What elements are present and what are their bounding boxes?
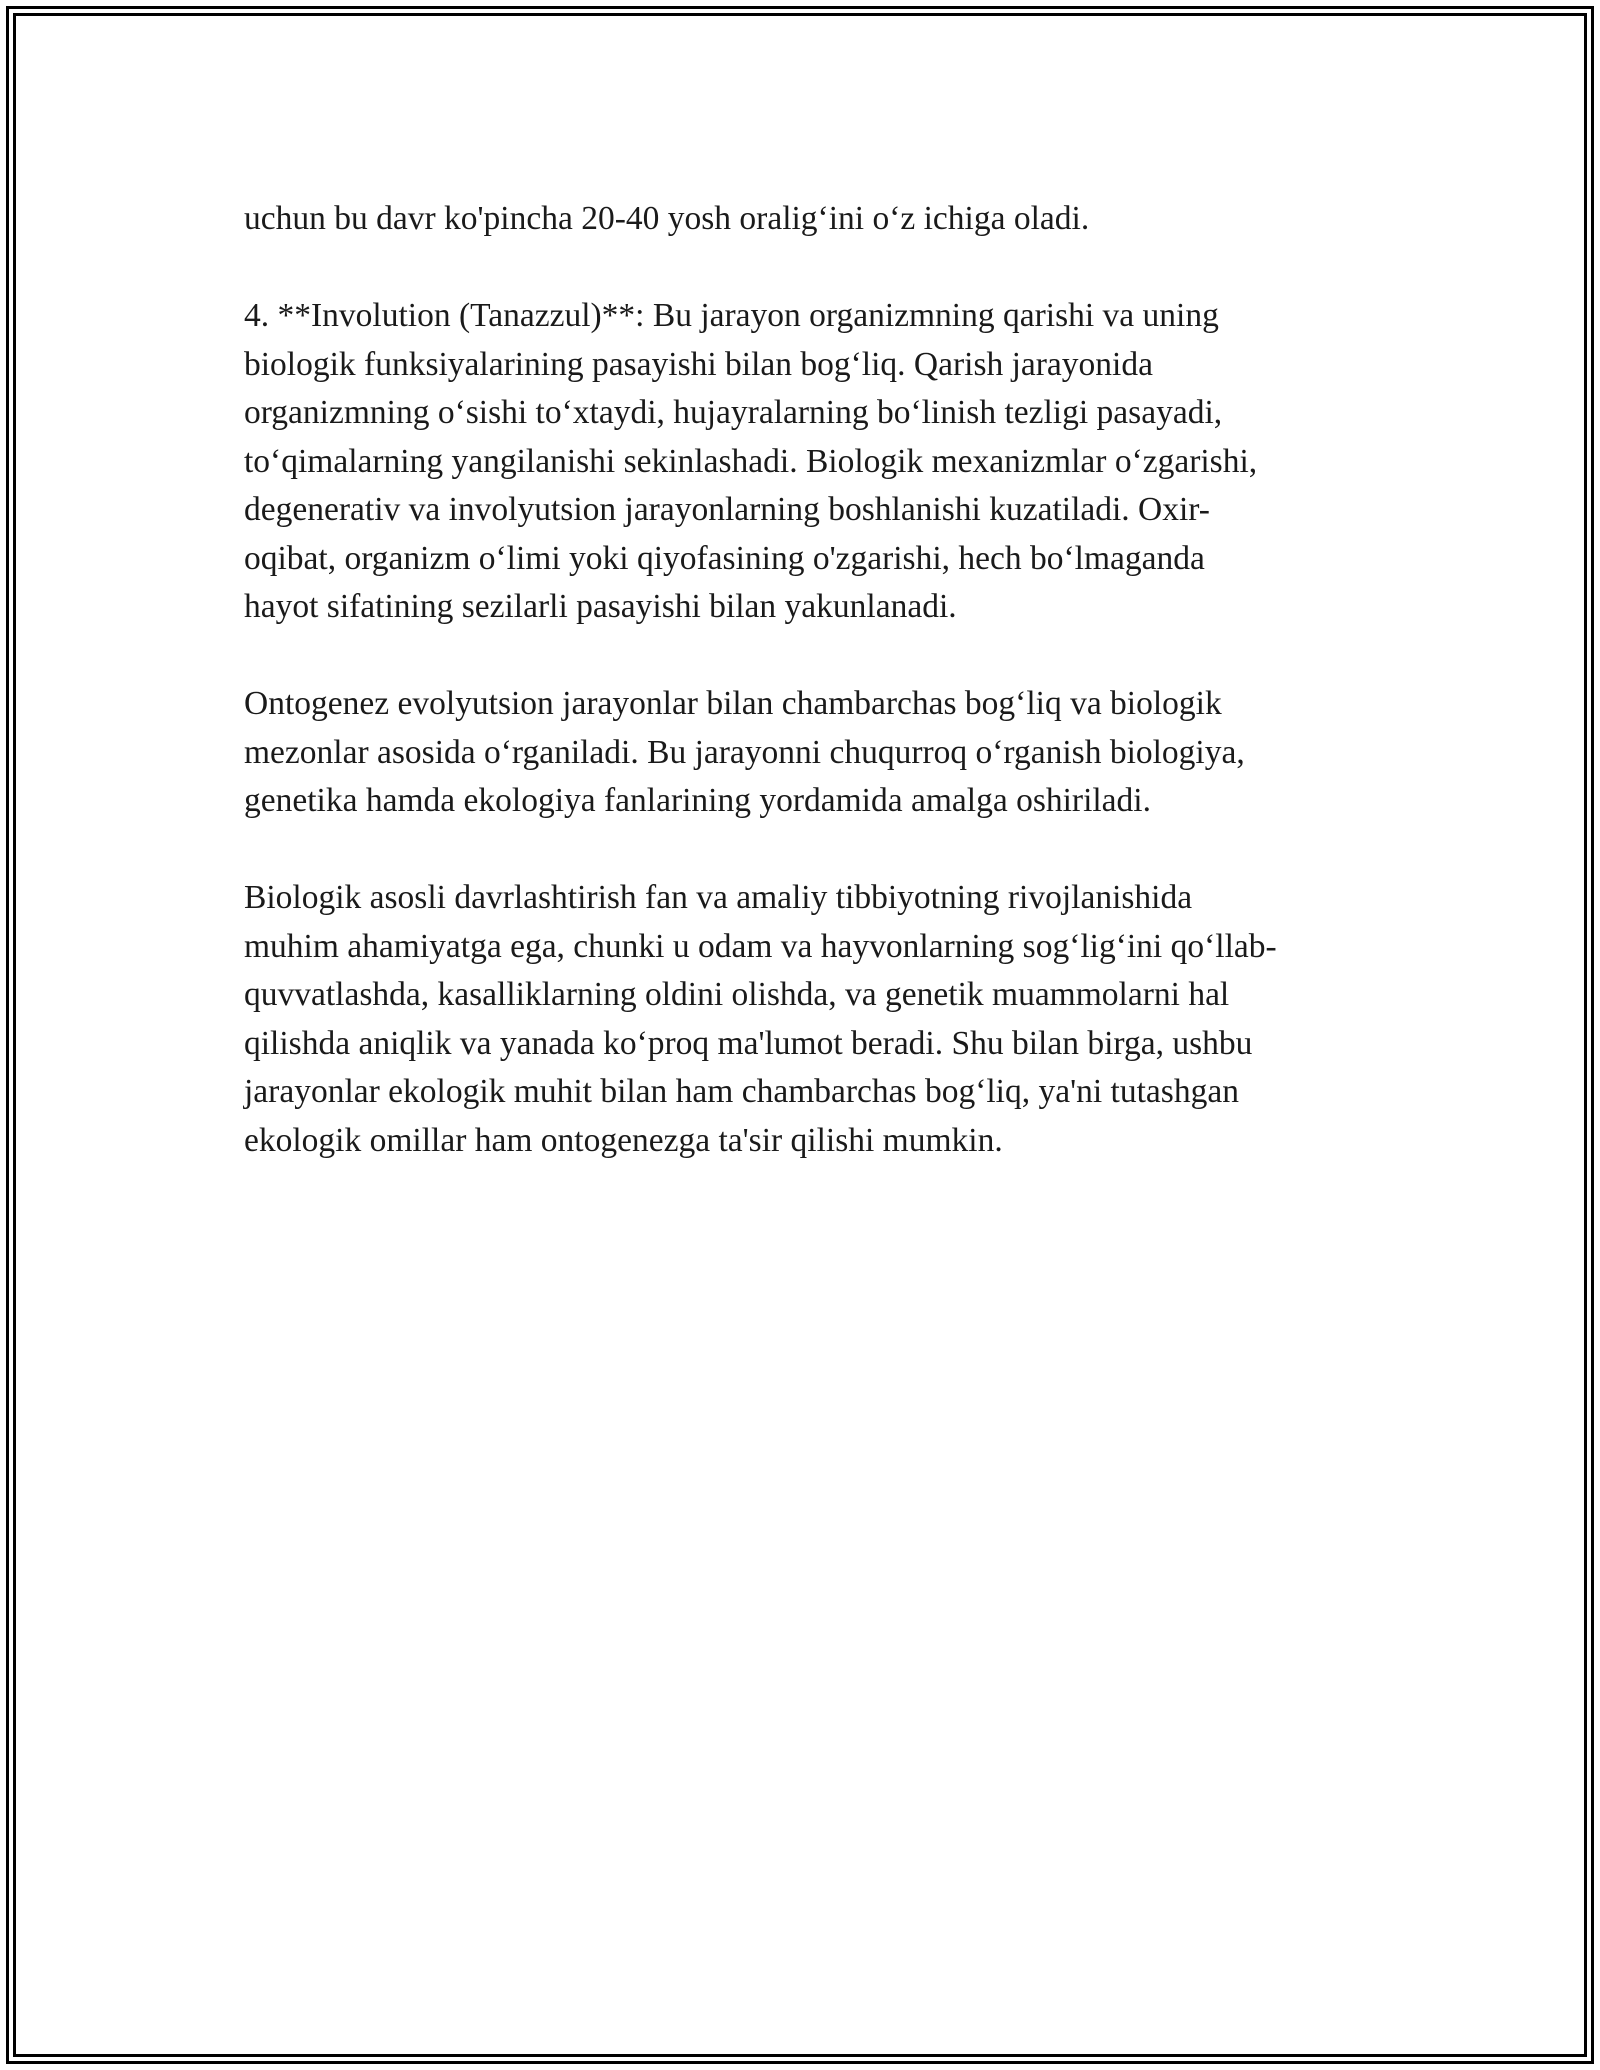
paragraph-periodization [244,874,1384,1165]
text-line: ekologik omillar ham ontogenezga ta'sir qilishi mumkin. [244,1121,1003,1159]
text-line: organizmning o‘sishi to‘xtaydi, hujayralarning bo‘linish tezligi pasayadi, [244,394,1223,431]
text-line: biologik funksiyalarining pasayishi bilan bog‘liq. Qarish jarayonida [244,345,1153,383]
text-line: jarayonlar ekologik muhit bilan ham chambarchas bog‘liq, ya'ni tutashgan [244,1073,1239,1110]
text-line: genetika hamda ekologiya fanlarining yordamida amalga oshiriladi. [244,782,1151,819]
paragraph-involution [244,292,1384,632]
text-line: Biologik asosli davrlashtirish fan va amaliy tibbiyotning rivojlanishida [244,879,1193,916]
text-line: qilishda aniqlik va yanada ko‘proq ma'lumot beradi. Shu bilan birga, ushbu [244,1024,1253,1062]
text-line: oqibat, organizm o‘limi yoki qiyofasining o'zgarishi, hech bo‘lmaganda [244,539,1205,577]
paragraph-adulthood-tail [244,195,1384,244]
text-line: Ontogenez evolyutsion jarayonlar bilan chambarchas bog‘liq va biologik [244,685,1222,722]
text-line: to‘qimalarning yangilanishi sekinlashadi. Biologik mexanizmlar o‘zgarishi, [244,442,1258,480]
document-body [244,195,1384,1214]
text-line: 4. **Involution (Tanazzul)**: Bu jarayon organizmning qarishi va uning [244,297,1219,334]
paragraph-ontogenesis [244,680,1384,826]
page-frame [6,6,1594,2064]
text-line: muhim ahamiyatga ega, chunki u odam va hayvonlarning sog‘lig‘ini qo‘llab- [244,927,1277,965]
text-line: mezonlar asosida o‘rganiladi. Bu jarayonni chuqurroq o‘rganish biologiya, [244,733,1245,771]
text-line: degenerativ va involyutsion jarayonlarning boshlanishi kuzatiladi. Oxir- [244,491,1210,528]
text-line: hayot sifatining sezilarli pasayishi bilan yakunlanadi. [244,588,957,625]
text-line: quvvatlashda, kasalliklarning oldini olishda, va genetik muammolarni hal [244,976,1230,1013]
text-line: uchun bu davr ko'pincha 20-40 yosh oralig‘ini o‘z ichiga oladi. [244,200,1090,237]
